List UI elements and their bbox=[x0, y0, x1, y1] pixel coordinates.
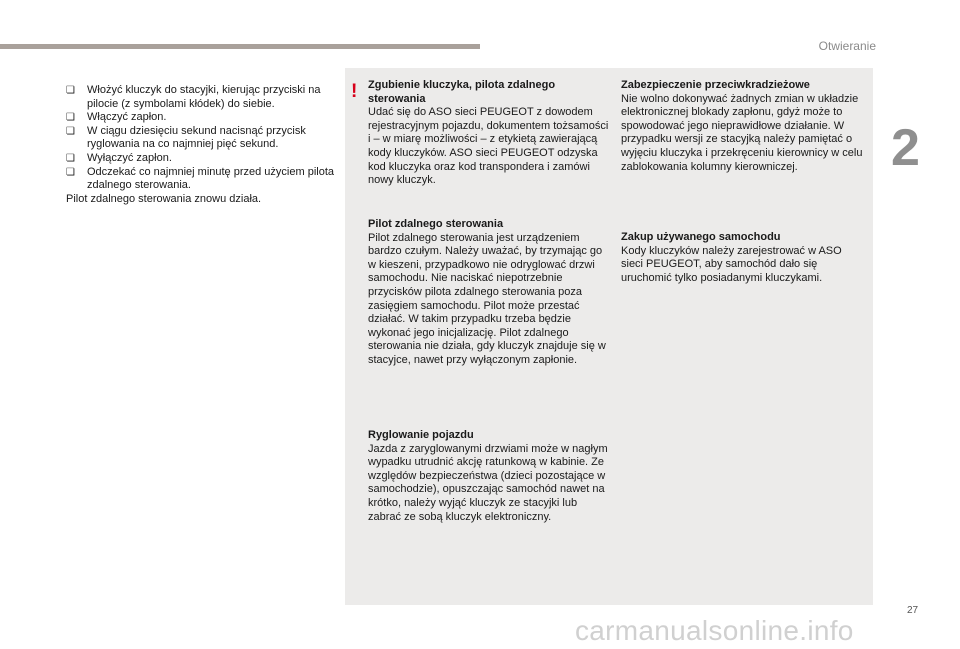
warning-block-locking bbox=[368, 429, 610, 524]
checkbox-bullet-icon: ❏ bbox=[66, 125, 75, 137]
section-title: Otwieranie bbox=[818, 39, 876, 53]
list-item bbox=[66, 152, 336, 166]
warning-exclamation-icon: ! bbox=[351, 81, 358, 102]
block-body: Nie wolno dokonywać żadnych zmian w układzie elektronicznej blokady zapłonu, gdyż może to spowodować jego nieprawidłowe działanie. W przypadku wersji ze stacyjką należy pamiętać o wyjęciu kluczyka i przekręceniu kierownicy w celu zablokowania kolumny kierowniczej. bbox=[621, 92, 863, 173]
checkbox-bullet-icon: ❏ bbox=[66, 152, 75, 164]
block-title: Zgubienie kluczyka, pilota zdalnego sterowania bbox=[368, 79, 556, 105]
warning-block-remote bbox=[368, 218, 610, 429]
list-item-text: Wyłączyć zapłon. bbox=[87, 151, 172, 164]
page-number: 27 bbox=[907, 605, 919, 616]
checkbox-bullet-icon: ❏ bbox=[66, 112, 75, 124]
chapter-number: 2 bbox=[891, 119, 920, 177]
checkbox-bullet-icon: ❏ bbox=[66, 85, 75, 96]
closing-note: Pilot zdalnego sterowania znowu działa. bbox=[66, 192, 262, 205]
block-body: Pilot zdalnego sterowania jest urządzeniem bardzo czułym. Należy uważać, by trzymając go w kieszeni, przypadkowo nie odryglować drzwi samochodu. Nie naciskać niepotrzebnie przycisków pilota zdalnego sterowania poza zasięgiem samochodu. Pilot może przestać działać. W takim przypadku trzeba będzie wykonać jego inicjalizację. Pilot zdalnego sterowania nie działa, gdy kluczyk znajduje się w stacyjce, nawet przy wyłączonym zapłonie. bbox=[368, 231, 606, 366]
warning-block-used-car bbox=[621, 231, 866, 285]
block-body: Jazda z zaryglowanymi drzwiami może w nagłym wypadku utrudnić akcję ratunkową w kabinie. Ze względów bezpieczeństwa (dzieci pozostające w samochodzie), opuszczając samochód nawet na krótko, należy wyjąć kluczyk ze stacyjki lub zabrać ze sobą kluczyk elektroniczny. bbox=[368, 442, 608, 523]
list-item-text: W ciągu dziesięciu sekund nacisnąć przycisk ryglowania na co najmniej pięć sekund. bbox=[87, 124, 306, 151]
list-item bbox=[66, 166, 336, 193]
instructions-list bbox=[66, 84, 336, 206]
warning-block-lost-key bbox=[368, 79, 610, 218]
list-item bbox=[66, 125, 336, 152]
block-title: Zakup używanego samochodu bbox=[621, 231, 781, 243]
warning-column-right bbox=[621, 79, 866, 285]
header-rule bbox=[0, 44, 480, 49]
list-item bbox=[66, 84, 336, 111]
block-body: Kody kluczyków należy zarejestrować w ASO sieci PEUGEOT, aby samochód dało się uruchomić tylko posiadanymi kluczykami. bbox=[621, 244, 842, 284]
block-title: Ryglowanie pojazdu bbox=[368, 429, 474, 441]
list-item-text: Włożyć kluczyk do stacyjki, kierując przyciski na pilocie (z symbolami kłódek) do siebie. bbox=[87, 84, 321, 110]
block-body: Udać się do ASO sieci PEUGEOT z dowodem rejestracyjnym pojazdu, dokumentem tożsamości i – w miarę możliwości – z etykietą zawierającą kody kluczyków. ASO sieci PEUGEOT odzyska kod kluczyka oraz kod transpondera i zamówi nowy kluczyk. bbox=[368, 106, 609, 187]
block-title: Zabezpieczenie przeciwkradzieżowe bbox=[621, 79, 810, 91]
watermark: carmanualsonline.info bbox=[575, 615, 854, 646]
list-item-text: Włączyć zapłon. bbox=[87, 111, 167, 124]
list-item bbox=[66, 111, 336, 125]
warning-block-immobiliser bbox=[621, 79, 866, 231]
block-title: Pilot zdalnego sterowania bbox=[368, 218, 504, 230]
warning-column-middle bbox=[368, 79, 610, 524]
checkbox-bullet-icon: ❏ bbox=[66, 166, 75, 178]
list-item-text: Odczekać co najmniej minutę przed użyciem pilota zdalnego sterowania. bbox=[87, 165, 335, 192]
